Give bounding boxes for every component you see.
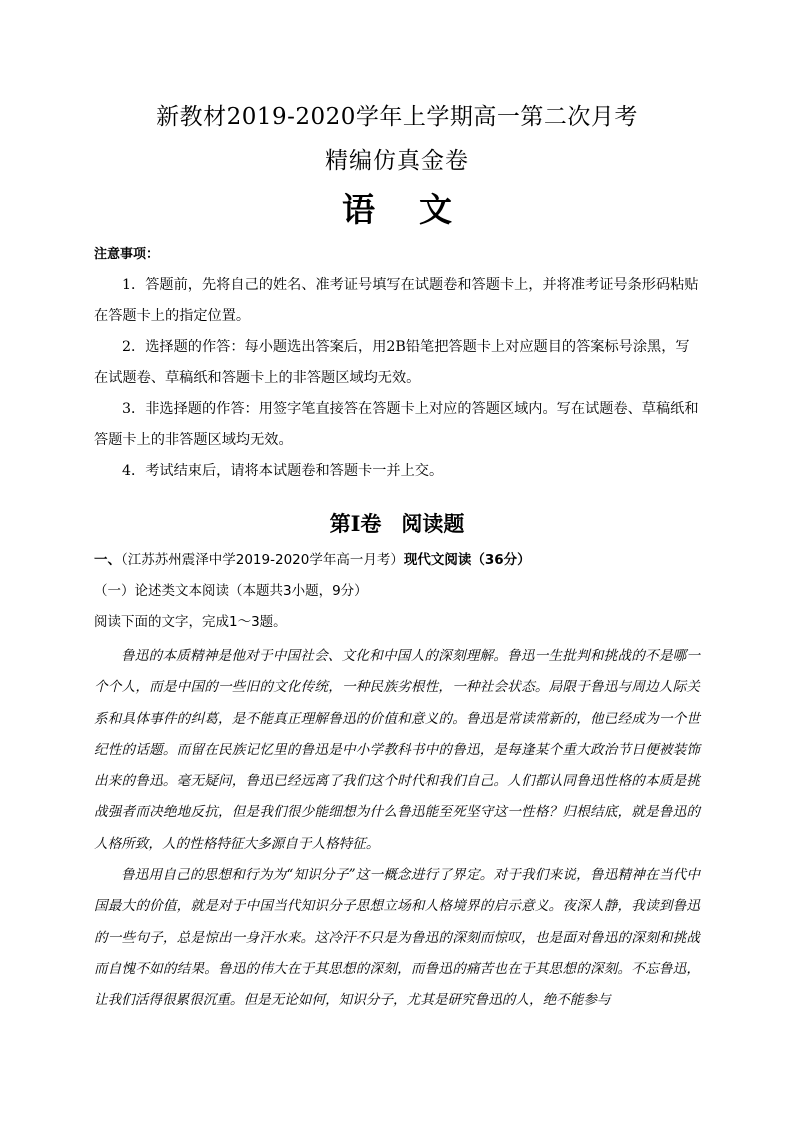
passage-paragraph: 鲁迅的本质精神是他对于中国社会、文化和中国人的深刻理解。鲁迅一生批判和挑战的不是哪一个个人，而是中国的一些旧的文化传统，一种民族劣根性，一种社会状态。局限于鲁迅与周边人际关系和具体事件的纠葛，是不能真正理解鲁迅的价值和意义的。鲁迅是常读常新的，他已经成为一个世纪性的话题。而留在民族记忆里的鲁迅是中小学教科书中的鲁迅，是每逢某个重大政治节日便被装饰出来的鲁迅。毫无疑问，鲁迅已经远离了我们这个时代和我们自己。人们都认同鲁迅性格的本质是挑战强者而决绝地反抗，但是我们很少能细想为什么鲁迅能至死坚守这一性格？归根结底，就是鲁迅的人格所致，人的性格特征大多源自于人格特征。 (94, 648, 700, 852)
notes-item: 1．答题前，先将自己的姓名、准考证号填写在试题卷和答题卡上，并将准考证号条形码粘贴在答题卡上的指定位置。 (94, 277, 699, 324)
exam-subtitle: 精编仿真金卷 (325, 148, 469, 174)
notes-item: 4．考试结束后，请将本试题卷和答题卡一并上交。 (122, 463, 444, 479)
section-title-part1: 第Ⅰ卷 (329, 511, 382, 536)
section-title (0, 508, 794, 538)
part-heading (94, 548, 704, 568)
notes-title: 注意事项： (94, 247, 160, 262)
part-heading-source: （江苏苏州震泽中学2019-2020学年高一月考） (121, 552, 404, 568)
part-heading-prefix: 一、 (94, 552, 121, 568)
subject-char-2: 文 (419, 190, 452, 229)
reading-instruction: 阅读下面的文字，完成1～3题。 (94, 614, 287, 630)
exam-title: 新教材2019-2020学年上学期高一第二次月考 (156, 104, 638, 130)
sub-heading: （一）论述类文本阅读（本题共3小题，9分） (94, 583, 368, 599)
subject-title (0, 184, 794, 231)
reading-passage (94, 641, 700, 1017)
subject-char-1: 语 (342, 190, 375, 229)
part-heading-main: 现代文阅读（36分） (403, 552, 531, 568)
notes-item: 2．选择题的作答：每小题选出答案后，用2B铅笔把答题卡上对应题目的答案标号涂黑，写在试题卷、草稿纸和答题卡上的非答题区域均无效。 (94, 339, 690, 386)
notes-item: 3．非选择题的作答：用签字笔直接答在答题卡上对应的答题区域内。写在试题卷、草稿纸和答题卡上的非答题区域均无效。 (94, 401, 699, 448)
notes-list (94, 270, 700, 487)
section-title-part2: 阅读题 (401, 511, 465, 536)
passage-paragraph: 鲁迅用自己的思想和行为为“知识分子”这一概念进行了界定。对于我们来说，鲁迅精神在当代中国最大的价值，就是对于中国当代知识分子思想立场和人格境界的启示意义。夜深人静，我读到鲁迅的一些句子，总是惊出一身汗水来。这冷汗不只是为鲁迅的深刻而惊叹，也是面对鲁迅的深刻和挑战而自愧不如的结果。鲁迅的伟大在于其思想的深刻，而鲁迅的痛苦也在于其思想的深刻。不忘鲁迅，让我们活得很累很沉重。但是无论如何，知识分子，尤其是研究鲁迅的人，绝不能参与 (94, 867, 700, 1009)
